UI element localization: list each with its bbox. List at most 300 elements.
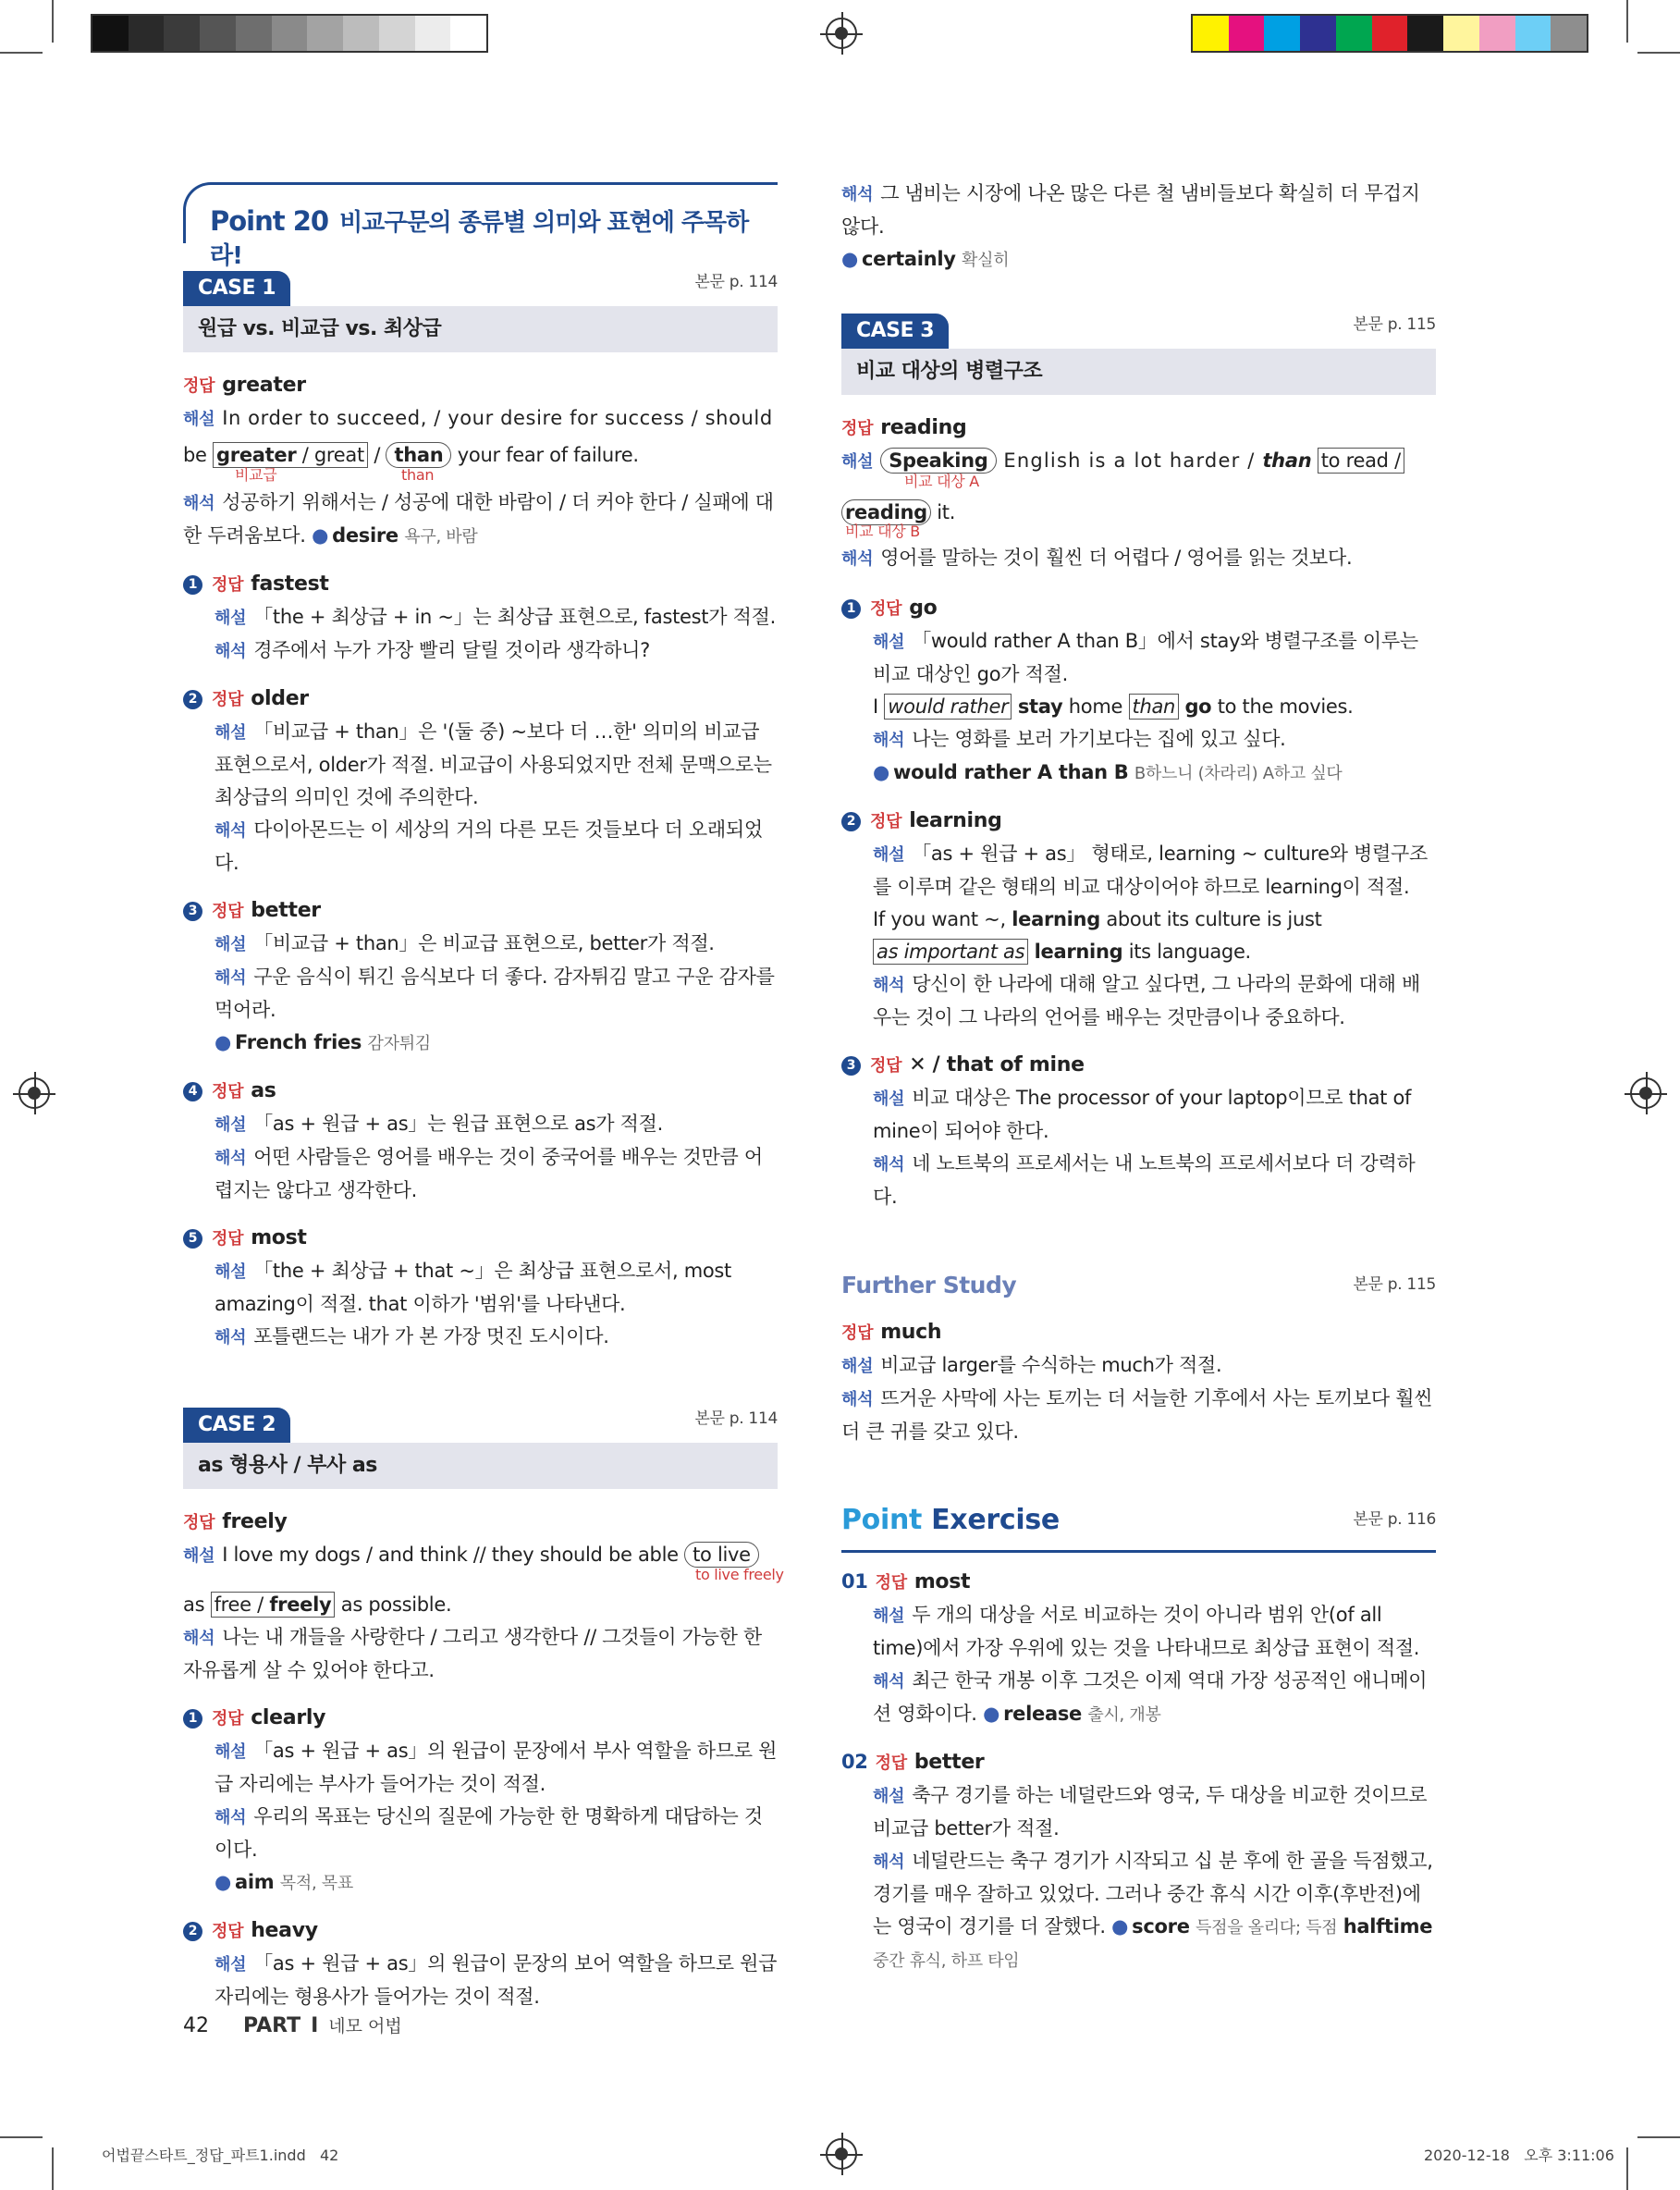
color-swatch [1407,16,1443,51]
answer-text: heavy [251,1919,318,1942]
answer-label: 정답 [212,1082,244,1101]
trans-label: 해석 [215,642,247,661]
trans-label: 해석 [873,1672,905,1692]
answer-label: 정답 [875,1753,907,1773]
bold-word: stay [1017,695,1063,718]
vocab-word: halftime [1343,1915,1433,1938]
example-sentence [841,936,1436,968]
print-date: 2020-12-18 오후 3:11:06 [1424,2147,1614,2164]
color-swatch [379,16,415,51]
answer-label: 정답 [212,1229,244,1249]
item-number: 5 [183,1229,202,1249]
circled-word [880,448,996,474]
trans-label: 해석 [215,1808,247,1827]
item-explanation [841,1599,1436,1665]
item-number: 1 [183,1709,202,1729]
registration-mark-left [18,1077,50,1109]
explain-text: 비교급 larger를 수식하는 much가 적절. [880,1354,1222,1376]
registration-mark-top [826,18,857,49]
crop-mark [1626,2147,1628,2190]
item-number: 2 [183,1922,202,1941]
vocab-word: desire [332,524,399,547]
explain-label: 해설 [873,633,905,652]
trans-text: 당신이 한 나라에 대해 알고 싶다면, 그 나라의 문화에 대해 배우는 것이 그 나라의 언어를 배우는 것만큼이나 중요하다. [873,973,1420,1028]
explain-text: 「as + 원급 + as」의 원급이 문장에서 부사 역할을 하므로 원급 자리에는 부사가 들어가는 것이 적절. [215,1740,778,1795]
bold-word: reading [845,501,927,523]
trans-label: 해석 [215,821,247,841]
explain-label: 해설 [873,1606,905,1626]
annotation: 비교급 [235,466,277,484]
item-answer [841,592,1436,625]
annotation-row [183,466,778,486]
item-translation [183,961,778,1027]
answer-text: better [251,899,321,922]
translation [183,1621,778,1687]
answer-text: fastest [251,572,329,596]
color-swatch [1264,16,1300,51]
item-number: 4 [183,1082,202,1101]
explain-label: 해설 [873,1787,905,1806]
explain-label: 해설 [841,1357,874,1376]
trans-text: 구운 음식이 튀긴 음식보다 더 좋다. 감자튀김 말고 구운 감자를 먹어라. [215,966,775,1021]
trans-label: 해석 [183,494,215,513]
vocab-word: certainly [862,248,956,270]
vocab-meaning: 목적, 목표 [279,1874,353,1893]
explain-label: 해설 [215,1955,247,1975]
further-study-section [841,1269,1436,1448]
color-swatch [415,16,451,51]
part-title: 네모 어법 [328,2016,402,2036]
vocab-meaning: B하느니 (차라리) A하고 싶다 [1134,764,1343,783]
item-number: 1 [183,575,202,595]
item-number: 1 [841,599,861,619]
item-answer [841,1566,1436,1599]
text: English is a lot harder / [996,449,1263,472]
item-explanation [183,928,778,961]
item-translation [841,723,1436,757]
explain-label: 해설 [215,723,247,743]
exercise-item [183,1914,778,2013]
trans-text: 성공하기 위해서는 / 성공에 대한 바람이 / 더 커야 한다 / 실패에 대한 두려움보다. [183,491,774,547]
explain-text: In order to succeed, / your desire for success / should [222,407,773,429]
answer-text: most [914,1570,971,1593]
exercise-item [841,592,1436,790]
exercise-item [183,1702,778,1900]
vocab-meaning: 중간 휴식, 하프 타임 [873,1951,1020,1971]
file-name: 어법끝스타트_정답_파트1.indd 42 [102,2147,339,2164]
explain-text: I love my dogs / and think // they should be able [222,1544,685,1566]
item-explanation [183,601,778,634]
explain-text: 「would rather A than B」에서 stay와 병렬구조를 이루는 비교 대상인 go가 적절. [873,630,1418,685]
vocab-meaning: 출시, 개봉 [1087,1705,1161,1725]
text: home [1062,695,1129,718]
translation [841,542,1436,575]
color-swatch [92,16,129,51]
item-explanation [183,1735,778,1801]
item-answer [183,568,778,601]
item-answer [183,1702,778,1735]
case-tag: CASE 1 [183,271,290,306]
trans-label: 해석 [841,549,874,569]
item-answer [183,1914,778,1948]
vocab-meaning: 욕구, 바람 [404,527,478,547]
bold-word: greater [216,444,297,466]
page-ref: 본문 p. 114 [694,273,778,291]
point-title: 비교구문의 종류별 의미와 표현에 주목하라! [210,209,749,270]
color-swatch [343,16,379,51]
item-number: 2 [841,812,861,831]
item-translation [183,1321,778,1354]
explain-label: 해설 [215,1742,247,1762]
vocab: ● aim 목적, 목표 [215,1871,353,1893]
example-sentence [841,691,1436,723]
case1-section [183,271,778,1354]
trans-text: 최근 한국 개봉 이후 그것은 이제 역대 가장 성공적인 애니메이션 영화이다. [873,1669,1428,1725]
trans-label: 해석 [215,1149,247,1168]
vocab-word: aim [235,1871,275,1893]
annotation: 비교 대상 A [904,473,979,490]
bold-word: go [1184,695,1212,718]
exercise-item [183,894,778,1060]
vocab: ● French fries 감자튀김 [215,1031,431,1053]
main-answer [841,412,1436,445]
vocab-meaning: 확실히 [962,251,1010,270]
exercise-item [841,1746,1436,1977]
answer-text: learning [909,809,1002,832]
trans-text: 우리의 목표는 당신의 질문에 가능한 한 명확하게 대답하는 것이다. [215,1805,763,1861]
crop-mark [0,2136,43,2138]
exercise-item [183,1075,778,1207]
part-separator: I [311,2014,319,2037]
item-answer [183,1075,778,1108]
explain-label: 해설 [215,609,247,628]
crop-mark [52,2147,54,2190]
color-swatch [307,16,343,51]
item-translation [841,1148,1436,1213]
exercise-item [183,683,778,880]
explanation-line2 [183,1589,778,1621]
left-column [183,182,784,2013]
trans-text: 나는 영화를 보러 가기보다는 집에 있고 싶다. [912,728,1286,750]
answer-text: go [909,597,938,620]
vocab-word: French fries [235,1031,362,1053]
annotation: to live freely [695,1566,784,1583]
crop-mark [1637,52,1680,54]
explanation-line2 [841,497,1436,529]
grayscale-color-bar [91,14,488,53]
boxed-word [1318,448,1404,474]
item-translation [183,634,778,668]
circled-word [841,499,931,525]
text: to the movies. [1211,695,1354,718]
explanation [841,1349,1436,1383]
trans-text: 뜨거운 사막에 사는 토끼는 더 서늘한 기후에서 사는 토끼보다 훨씬 더 큰 귀를 갖고 있다. [841,1387,1433,1443]
answer-label: 정답 [212,690,244,709]
item-number: 02 [841,1751,868,1773]
trans-text: 네 노트북의 프로세서는 내 노트북의 프로세서보다 더 강력하다. [873,1152,1416,1208]
explain-label: 해설 [215,935,247,954]
exercise-item [841,1049,1436,1213]
trans-label: 해석 [841,1390,874,1409]
text: its language. [1122,941,1251,963]
trans-text: 그 냄비는 시장에 나온 많은 다른 철 냄비들보다 확실히 더 무겁지 않다. [841,182,1420,238]
point-number: Point 20 [210,205,329,237]
case-title: 비교 대상의 병렬구조 [841,349,1436,395]
text: as [183,1593,211,1616]
color-swatch [272,16,308,51]
page-ref: 본문 p. 116 [1353,1510,1436,1529]
vocab-meaning: 감자튀김 [367,1034,431,1053]
color-swatch [1193,16,1229,51]
translation: 해석 성공하기 위해서는 / 성공에 대한 바람이 / 더 커야 한다 / 실패에 대한 두려움보다. ● desire 욕구, 바람 [183,491,774,547]
text: your fear of failure. [451,444,639,466]
annotation-row [841,473,1436,497]
answer-text: ✕ / that of mine [909,1053,1085,1077]
annotation: 비교 대상 B [845,523,920,540]
item-explanation [183,1108,778,1141]
vocab-word: score [1132,1915,1190,1938]
case3-section [841,314,1436,1213]
example-sentence [841,904,1436,936]
answer-text: better [914,1751,985,1774]
trans-label: 해석 [873,976,905,995]
answer-text: clearly [251,1706,326,1729]
answer-text: older [251,687,309,710]
explain-text: 「비교급 + than」은 비교급 표현으로, better가 적절. [253,932,715,954]
answer-label: 정답 [183,1513,215,1532]
answer-label: 정답 [841,1323,874,1343]
text: be [183,444,214,466]
explain-text: 비교 대상은 The processor of your laptop이므로 that of mine이 되어야 한다. [873,1087,1412,1142]
color-swatch [200,16,236,51]
translation [841,1383,1436,1448]
explain-text: 「as + 원급 + as」의 원급이 문장의 보어 역할을 하므로 원급 자리에는 형용사가 들어가는 것이 적절. [215,1952,778,2008]
explain-label: 해설 [215,1115,247,1135]
part-label: PART [243,2014,301,2037]
answer-text: freely [222,1510,288,1533]
case2-section [183,1408,784,2013]
case-tag: CASE 2 [183,1408,290,1443]
main-answer [841,1316,1436,1349]
boxed-word [1129,694,1180,720]
text: I [873,695,885,718]
annotation-row [183,1566,784,1589]
bold-word: freely [269,1593,332,1616]
item-explanation [183,1255,778,1321]
item-answer [841,805,1436,838]
color-swatch [1300,16,1336,51]
color-swatch [1515,16,1551,51]
exercise-item [841,805,1436,1034]
translation [841,178,1436,243]
boxed-word [873,939,1028,965]
item-answer [183,1222,778,1255]
color-swatch [1229,16,1265,51]
text: to read / [1320,449,1401,472]
explain-label: 해설 [183,410,215,429]
text: would rather [888,695,1009,718]
answer-label: 정답 [841,419,874,438]
item-explanation [841,1779,1436,1845]
crop-mark [1637,2136,1680,2138]
point-header [183,182,778,270]
color-swatch [1372,16,1408,51]
explain-label: 해설 [873,1089,905,1109]
right-column [841,178,1436,1977]
explanation [183,402,778,436]
crop-mark [52,0,54,43]
text: as important as [877,941,1025,963]
page-ref: 본문 p. 114 [694,1409,778,1428]
exercise-item [183,1222,778,1354]
registration-mark-bottom [826,2138,857,2170]
main-answer [183,1506,778,1539]
item-explanation [183,716,778,814]
answer-label: 정답 [212,1709,244,1729]
case-title: as 형용사 / 부사 as [183,1443,778,1489]
color-swatch [1479,16,1515,51]
answer-label: 정답 [870,812,902,831]
trans-text: 포틀랜드는 내가 가 본 가장 멋진 도시이다. [253,1325,609,1347]
item-number: 3 [183,902,202,921]
answer-text: much [880,1321,942,1344]
circled-word [386,442,451,468]
item-number: 3 [841,1056,861,1076]
explain-text: 두 개의 대상을 서로 비교하는 것이 아니라 범위 안(of all time)에서 가장 우위에 있는 것을 나타내므로 최상급 표현이 적절. [873,1604,1420,1659]
answer-label: 정답 [212,902,244,921]
boxed-word [211,1592,336,1618]
item-translation: 해석 최근 한국 개봉 이후 그것은 이제 역대 가장 성공적인 애니메이션 영화이다. ● release 출시, 개봉 [873,1669,1428,1725]
text: free / [214,1593,270,1616]
exercise-item [183,568,778,668]
exercise-header [841,1504,1436,1553]
text: / great [296,444,364,466]
item-answer [183,683,778,716]
color-swatch [129,16,165,51]
trans-text: 나는 내 개들을 사랑한다 / 그리고 생각한다 // 그것들이 가능한 한 자유롭게 살 수 있어야 한다고. [183,1626,762,1681]
color-swatch [450,16,486,51]
explanation [183,1539,778,1572]
trans-text: 영어를 말하는 것이 훨씬 더 어렵다 / 영어를 읽는 것보다. [880,547,1353,569]
trans-label: 해석 [215,968,247,988]
trans-label: 해석 [873,1155,905,1175]
exercise-item [841,1566,1436,1731]
trans-label: 해석 [183,1629,215,1648]
explain-label: 해설 [215,1262,247,1282]
annotation: than [401,466,435,484]
explain-text: 축구 경기를 하는 네덜란드와 영국, 두 대상을 비교한 것이므로 비교급 better가 적절. [873,1784,1428,1839]
item-translation: 해석 네덜란드는 축구 경기가 시작되고 십 분 후에 한 골을 득점했고, 경기를 매우 잘하고 있었다. 그러나 중간 휴식 시간 이후(후반전)에는 영국이 경기를 더 잘했다. ● score 득점을 올리다; 득점 halftime 중간 휴식, 하프 타임 [873,1850,1433,1971]
answer-label: 정답 [870,599,902,619]
vocab: ● certainly 확실히 [841,248,1010,270]
process-color-bar [1191,14,1588,53]
case-tag: CASE 3 [841,314,949,349]
case-title: 원급 vs. 비교급 vs. 최상급 [183,306,778,352]
bold-word: learning [1012,908,1100,930]
explain-text: 「as + 원급 + as」 형태로, learning ~ culture와 병렬구조를 이루며 같은 형태의 비교 대상이어야 하므로 learning이 적절. [873,843,1429,898]
trans-text: 다이아몬드는 이 세상의 거의 다른 모든 것들보다 더 오래되었다. [215,818,763,874]
item-translation [183,1141,778,1207]
circled-word [684,1542,759,1568]
bold-word: learning [1034,941,1123,963]
vocab-word: would rather A than B [893,761,1129,783]
exercise-title-2: Exercise [931,1504,1060,1536]
color-swatch [236,16,272,51]
boxed-word [884,694,1012,720]
text: as possible. [335,1593,452,1616]
annotation-row [841,523,1436,542]
color-swatch [1551,16,1587,51]
text: it. [930,501,956,523]
main-answer [183,369,778,402]
explain-text: 「the + 최상급 + that ~」은 최상급 표현으로서, most amazing이 적절. that 이하가 '범위'를 나타낸다. [215,1260,731,1315]
text: than [1132,695,1176,718]
point-exercise-section [841,1504,1436,1977]
bold-word: Speaking [889,449,988,472]
item-answer [841,1049,1436,1082]
text: If you want ~, [873,908,1012,930]
color-swatch [164,16,200,51]
explain-text: 「비교급 + than」은 '(둘 중) ~보다 더 …한' 의미의 비교급 표현으로서, older가 적절. 비교급이 사용되었지만 전체 문맥으로는 최상급의 의미인 것에 주의한다. [215,720,772,808]
item-translation [841,968,1436,1034]
item-explanation [841,1082,1436,1148]
item-explanation [841,838,1436,904]
exercise-title-1: Point [841,1504,923,1536]
item-number: 2 [183,690,202,709]
answer-label: 정답 [875,1573,907,1593]
text: about its culture is just [1099,908,1322,930]
vocab: ● would rather A than B B하느니 (차라리) A하고 싶다 [873,761,1343,783]
trans-label: 해석 [215,1328,247,1347]
item-translation [183,814,778,880]
page-number: 42 [183,2014,209,2037]
explain-text: 「the + 최상급 + in ~」는 최상급 표현으로, fastest가 적절. [253,606,776,628]
trans-label: 해석 [841,185,874,204]
vocab-meaning: 득점을 올리다; 득점 [1196,1918,1338,1938]
explain-text: 「as + 원급 + as」는 원급 표현으로 as가 적절. [253,1113,664,1135]
page-footer [183,2012,402,2037]
answer-text: greater [222,374,306,397]
answer-text: most [251,1226,307,1249]
trans-text: 어떤 사람들은 영어를 배우는 것이 중국어를 배우는 것만큼 어렵지는 않다고 생각한다. [215,1146,763,1201]
page-ref: 본문 p. 115 [1353,315,1436,334]
bold-word: than [394,444,444,466]
item-explanation [841,625,1436,691]
explain-label: 해설 [183,1546,215,1566]
crop-mark [0,52,43,54]
answer-label: 정답 [212,575,244,595]
item-number: 01 [841,1570,868,1593]
vocab-word: release [1003,1703,1082,1725]
explain-label: 해설 [841,452,874,472]
item-answer [841,1746,1436,1779]
text: / [367,444,386,466]
trans-text: 경주에서 누가 가장 빨리 달릴 것이라 생각하니? [253,639,651,661]
color-swatch [1336,16,1372,51]
boxed-word [213,442,368,468]
further-title: Further Study [841,1272,1017,1298]
item-answer [183,894,778,928]
trans-label: 해석 [873,1852,905,1872]
item-explanation [183,1948,778,2013]
answer-label: 정답 [212,1922,244,1941]
color-swatch [1443,16,1479,51]
italic-word: than [1262,449,1312,472]
explain-label: 해설 [873,845,905,865]
trans-text: 네덜란드는 축구 경기가 시작되고 십 분 후에 한 골을 득점했고, 경기를 매우 잘하고 있었다. 그러나 중간 휴식 시간 이후(후반전)에는 영국이 경기를 더 잘했다. [873,1850,1433,1938]
answer-label: 정답 [870,1056,902,1076]
answer-text: reading [880,416,967,439]
